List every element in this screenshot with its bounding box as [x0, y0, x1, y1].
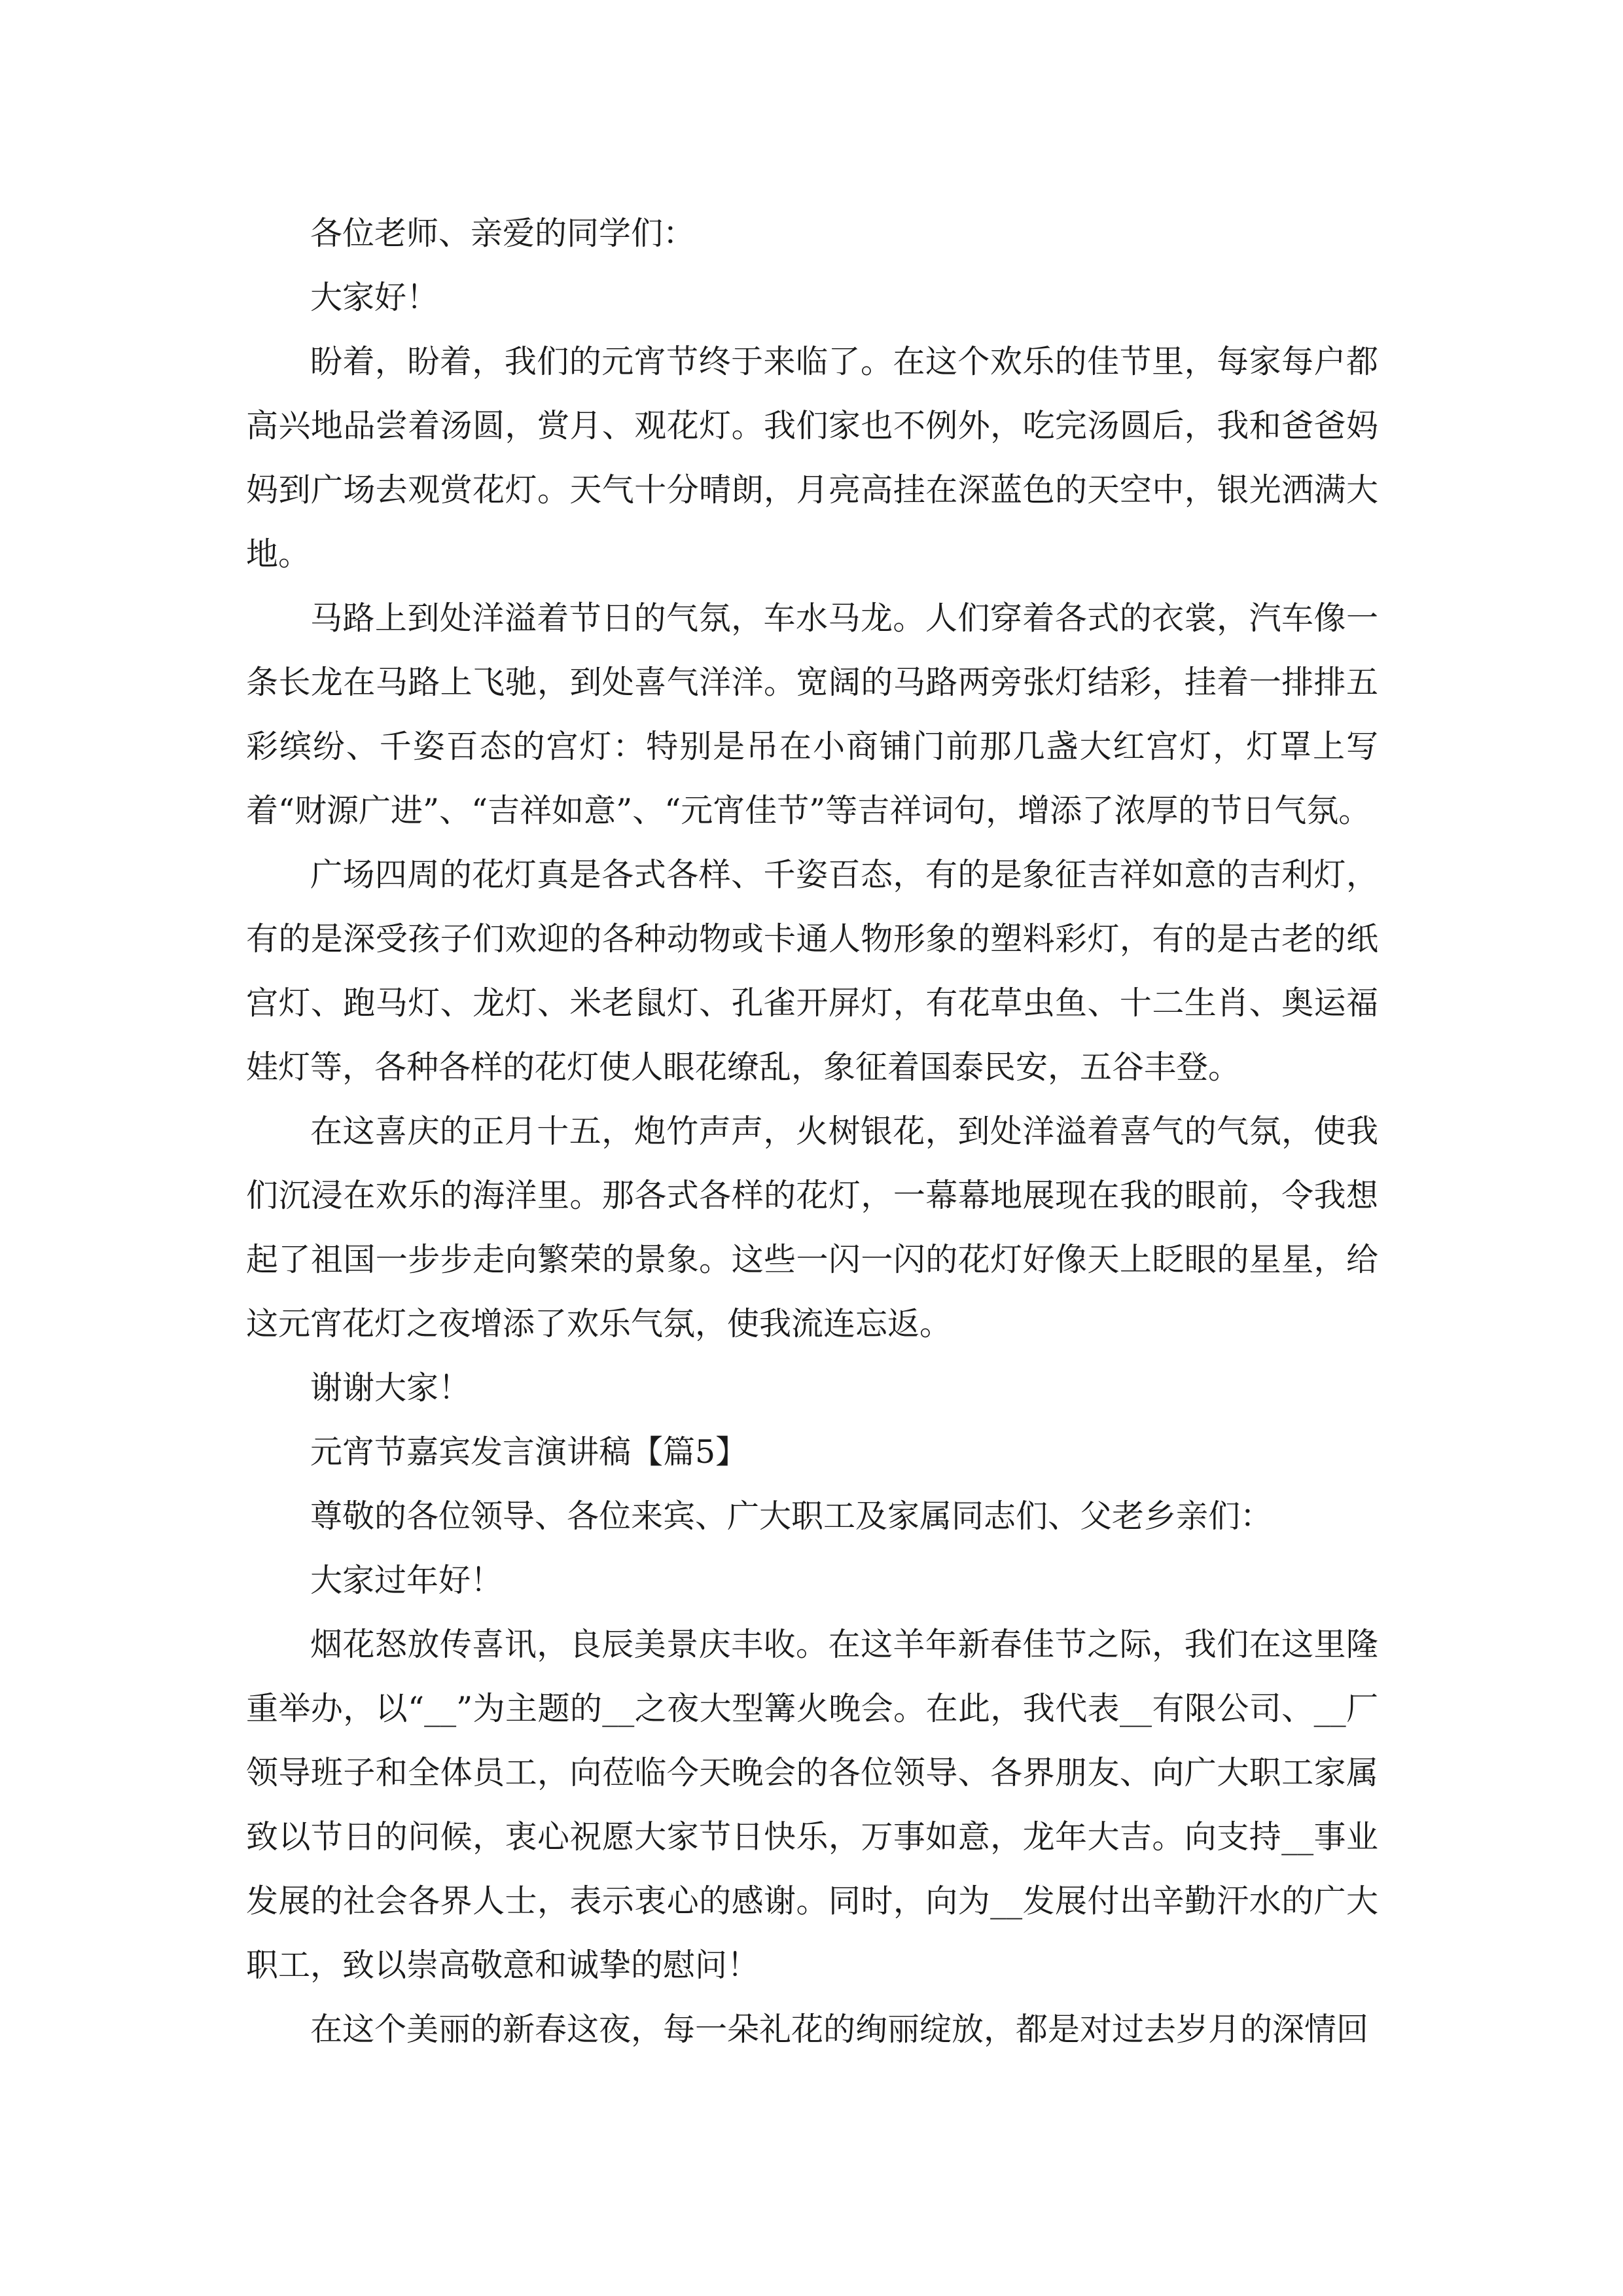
closing-thanks: 谢谢大家！	[310, 1369, 471, 1407]
paragraph: 在这个美丽的新春这夜，每一朵礼花的绚丽绽放，都是对过去岁月的深情回	[310, 2011, 1369, 2048]
salutation-line: 尊敬的各位领导、各位来宾、广大职工及家属同志们、父老乡亲们：	[310, 1498, 1273, 1535]
section-heading: 元宵节嘉宾发言演讲稿【篇5】	[310, 1433, 748, 1471]
paragraph: 盼着，盼着，我们的元宵节终于来临了。在这个欢乐的佳节里，每家每户都高兴地品尝着汤圆，赏月、观花灯。我们家也不例外，吃完汤圆后，我和爸爸妈妈到广场去观赏花灯。天气十分晴朗，月亮高挂在深蓝色的天空中，银光洒满大地。	[246, 343, 1378, 573]
paragraph: 广场四周的花灯真是各式各样、千姿百态，有的是象征吉祥如意的吉利灯，有的是深受孩子们欢迎的各种动物或卡通人物形象的塑料彩灯，有的是古老的纸宫灯、跑马灯、龙灯、米老鼠灯、孔雀开屏灯，有花草虫鱼、十二生肖、奥运福娃灯等，各种各样的花灯使人眼花缭乱，象征着国泰民安，五谷丰登。	[246, 856, 1378, 1086]
paragraph: 在这喜庆的正月十五，炮竹声声，火树银花，到处洋溢着喜气的气氛，使我们沉浸在欢乐的海洋里。那各式各样的花灯，一幕幕地展现在我的眼前，令我想起了祖国一步步走向繁荣的景象。这些一闪一闪的花灯好像天上眨眼的星星，给这元宵花灯之夜增添了欢乐气氛，使我流连忘返。	[246, 1113, 1378, 1342]
document-body	[246, 202, 1378, 2062]
greeting-line: 各位老师、亲爱的同学们：	[310, 215, 696, 252]
greeting-hello: 大家好！	[310, 279, 439, 316]
paragraph: 烟花怒放传喜讯，良辰美景庆丰收。在这羊年新春佳节之际，我们在这里隆重举办，以“__”为主题的__之夜大型篝火晚会。在此，我代表__有限公司、__厂领导班子和全体员工，向莅临今天晚会的各位领导、各界朋友、向广大职工家属致以节日的问候，衷心祝愿大家节日快乐，万事如意，龙年大吉。向支持__事业发展的社会各界人士，表示衷心的感谢。同时，向为__发展付出辛勤汗水的广大职工，致以崇高敬意和诚挚的慰问！	[246, 1626, 1378, 1984]
greeting-new-year: 大家过年好！	[310, 1562, 503, 1599]
paragraph: 马路上到处洋溢着节日的气氛，车水马龙。人们穿着各式的衣裳，汽车像一条长龙在马路上飞驰，到处喜气洋洋。宽阔的马路两旁张灯结彩，挂着一排排五彩缤纷、千姿百态的宫灯：特别是吊在小商铺门前那几盏大红宫灯，灯罩上写着“财源广进”、“吉祥如意”、“元宵佳节”等吉祥词句，增添了浓厚的节日气氛。	[246, 600, 1378, 829]
